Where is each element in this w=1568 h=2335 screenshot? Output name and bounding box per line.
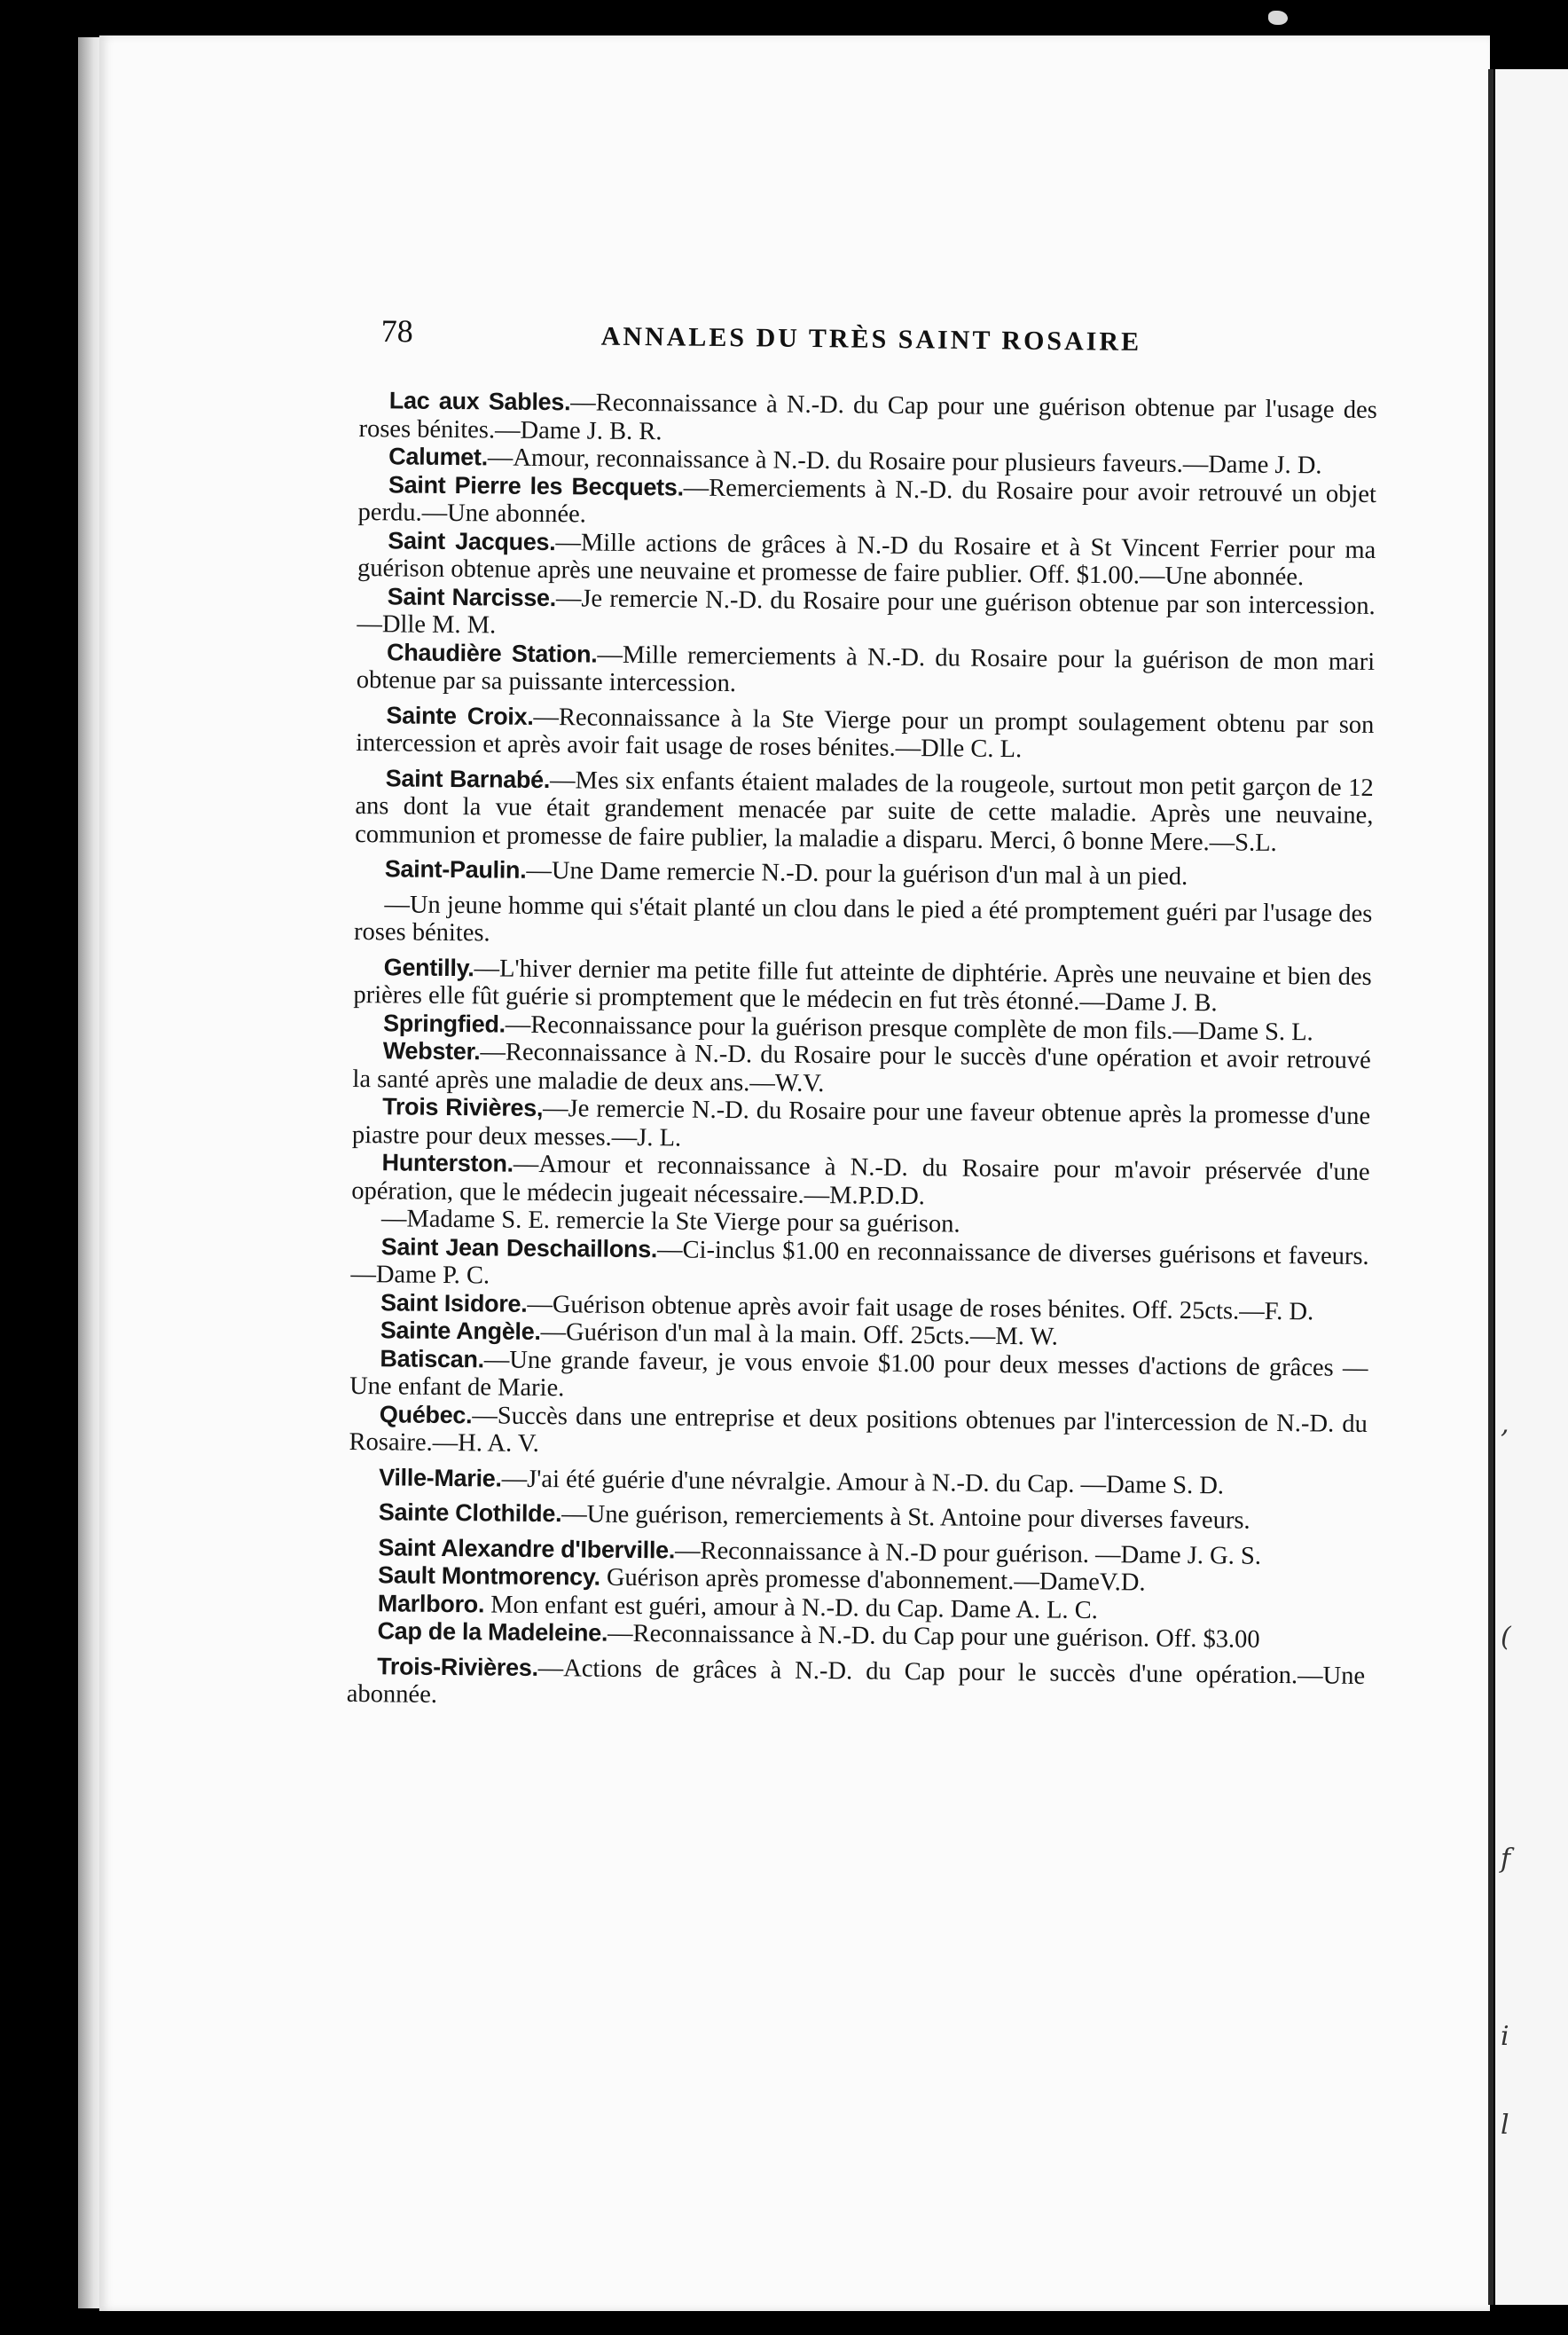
entry-place-name: Saint Pierre les Becquets. <box>388 470 684 501</box>
testimonial-entry <box>357 638 1376 704</box>
entry-place-name: Saint Isidore. <box>380 1288 528 1317</box>
entry-text: —Reconnaissance à N.-D. du Rosaire pour le succès d'une opération et avoir retrouvé la santé après une maladie de deux ans.—W.V. <box>352 1038 1371 1097</box>
entry-text: —Guérison obtenue après avoir fait usage de roses bénites. Off. 25cts.—F. D. <box>527 1290 1314 1325</box>
testimonial-entry <box>352 1093 1371 1159</box>
entry-place-name: Sainte Croix. <box>386 701 534 730</box>
entry-text: —Un jeune homme qui s'était planté un clou dans le pied a été promptement guéri par l'usage des roses bénites. <box>353 890 1373 947</box>
entry-place-name: Chaudière Station. <box>386 638 598 668</box>
entry-text: —Reconnaissance pour la guérison presque complète de mon fils.—Dame S. L. <box>505 1010 1313 1046</box>
entry-place-name: Lac aux Sables. <box>388 387 571 416</box>
entry-text: —Reconnaissance à N.-D. du Cap pour une guérison. Off. $3.00 <box>607 1619 1260 1654</box>
testimonial-entry <box>357 526 1376 592</box>
testimonial-entry <box>347 1652 1366 1718</box>
entry-place-name: Webster. <box>382 1037 481 1065</box>
entry-text: —Succès dans une entreprise et deux positions obtenues par l'intercession de N.-D. du Rosaire.—H. A. V. <box>349 1401 1368 1458</box>
entry-place-name: Saint Narcisse. <box>387 582 557 611</box>
testimonial-entry <box>354 890 1373 955</box>
entry-text: —Remerciements à N.-D. du Rosaire pour avoir retrouvé un objet perdu.—Une abonnée. <box>357 474 1377 529</box>
entry-place-name: Hunterston. <box>381 1149 514 1177</box>
dust-speck <box>1268 11 1288 25</box>
entry-text: —L'hiver dernier ma petite fille fut atteinte de diphtérie. Après une neuvaine et bien des prières elle fût guérie si promptement que le médecin en fut très étonné.—Dame J. B. <box>353 954 1372 1018</box>
testimonial-entry <box>350 1232 1369 1298</box>
entry-text: —J'ai été guérie d'une névralgie. Amour à N.-D. du Cap. —Dame S. D. <box>501 1465 1225 1499</box>
testimonial-entry <box>353 953 1372 1018</box>
testimonial-entry <box>358 387 1377 452</box>
entry-place-name: Cap de la Madeleine. <box>377 1617 608 1647</box>
testimonial-entry <box>357 582 1376 648</box>
testimonial-entry <box>349 1400 1368 1466</box>
entry-place-name: Sainte Angèle. <box>380 1317 541 1346</box>
adjacent-page-fragment: , <box>1501 1409 1509 1440</box>
entry-text: —Mille remerciements à N.-D. du Rosaire pour la guérison de mon mari obtenue par sa puissante intercession. <box>356 641 1376 698</box>
entry-text: —Une Dame remercie N.-D. pour la guérison d'un mal à un pied. <box>526 856 1188 891</box>
gutter-shadow <box>1488 69 1494 2305</box>
entry-place-name: Batiscan. <box>380 1344 484 1372</box>
entry-place-name: Calumet. <box>388 443 489 471</box>
testimonials-column <box>347 387 1377 1718</box>
entry-text: —Reconnaissance à N.-D pour guérison. —Dame J. G. S. <box>674 1536 1262 1570</box>
testimonial-entry <box>349 1463 1367 1501</box>
entry-place-name: Saint Jacques. <box>388 526 556 555</box>
entry-text: —Guérison d'un mal à la main. Off. 25cts.—M. W. <box>540 1318 1059 1351</box>
entry-text: —Amour et reconnaissance à N.-D. du Rosaire pour m'avoir préservée d'une opération, que le médecin jugeait nécessaire.—M.P.D.D. <box>351 1150 1370 1210</box>
entry-text: —Une guérison, remerciements à St. Antoine pour diverses faveurs. <box>561 1500 1250 1535</box>
entry-place-name: Sainte Clothilde. <box>378 1498 562 1528</box>
entry-place-name: Springfied. <box>382 1009 506 1038</box>
adjacent-page-edge <box>1495 69 1568 2305</box>
adjacent-page-fragment: l <box>1501 2110 1509 2141</box>
entry-text: —Ci-inclus $1.00 en reconnaissance de diverses guérisons et faveurs.—Dame P. C. <box>350 1235 1369 1290</box>
adjacent-page-fragment: i <box>1501 2021 1509 2052</box>
entry-text: —Mes six enfants étaient malades de la rougeole, surtout mon petit garçon de 12 ans dont la vue était grandement menacée par suite de cette maladie. Après une neuvaine, communion et promesse de faire publier, la maladie a disparu. Merci, ô bonne Mere.—S.L. <box>355 766 1374 857</box>
entry-place-name: Gentilly. <box>383 953 474 981</box>
testimonial-entry <box>356 701 1375 767</box>
testimonial-entry <box>355 855 1373 893</box>
testimonial-entry <box>351 1149 1370 1215</box>
testimonial-entry <box>357 470 1376 536</box>
entry-text: —Mille actions de grâces à N.-D du Rosaire et à St Vincent Ferrier pour ma guérison obtenue après une neuvaine et promesse de faire publier. Off. $1.00.—Une abonnée. <box>357 528 1376 592</box>
entry-text: —Je remercie N.-D. du Rosaire pour une faveur obtenue après la promesse d'une piastre pour deux messes.—J. L. <box>351 1095 1371 1152</box>
entry-text: —Amour, reconnaissance à N.-D. du Rosaire pour plusieurs faveurs.—Dame J. D. <box>487 444 1322 480</box>
testimonial-entry <box>355 764 1374 858</box>
testimonial-entry <box>352 1037 1371 1103</box>
running-head: ANNALES DU TRÈS SAINT ROSAIRE <box>600 321 1142 357</box>
entry-place-name: Saint Barnabé. <box>385 764 551 793</box>
entry-text: Mon enfant est guéri, amour à N.-D. du Cap. Dame A. L. C. <box>483 1590 1099 1624</box>
entry-place-name: Marlboro. <box>377 1589 485 1617</box>
entry-place-name: Trois Rivières, <box>382 1093 544 1122</box>
testimonial-entry <box>349 1498 1367 1537</box>
entry-place-name: Saint-Paulin. <box>384 855 527 884</box>
entry-place-name: Saint Jean Deschaillons. <box>380 1232 658 1262</box>
entry-text: —Reconnaissance à la Ste Vierge pour un prompt soulagement obtenu par son intercession et après avoir fait usage de roses bénites.—Dlle C. L. <box>355 703 1375 764</box>
adjacent-page-fragment: ( <box>1501 1622 1511 1653</box>
entry-text: —Madame S. E. remercie la Ste Vierge pour sa guérison. <box>380 1205 960 1238</box>
entry-text: —Actions de grâces à N.-D. du Cap pour le succès d'une opération.—Une abonnée. <box>346 1654 1366 1709</box>
entry-place-name: Ville-Marie. <box>379 1463 502 1492</box>
entry-text: —Une grande faveur, je vous envoie $1.00 pour deux messes d'actions de grâces —Une enfant de Marie. <box>349 1345 1368 1403</box>
entry-text: —Je remercie N.-D. du Rosaire pour une guérison obtenue par son intercession.—Dlle M. M. <box>357 584 1376 640</box>
entry-text: Guérison après promesse d'abonnement.—DameV.D. <box>600 1563 1146 1597</box>
adjacent-page-fragment: f <box>1501 1844 1511 1875</box>
entry-text: —Reconnaissance à N.-D. du Cap pour une guérison obtenue par l'usage des roses bénites.—Dame J. B. R. <box>358 389 1377 445</box>
entry-place-name: Saint Alexandre d'Iberville. <box>378 1533 676 1563</box>
entry-place-name: Sault Montmorency. <box>378 1561 600 1591</box>
page-number: 78 <box>380 312 413 350</box>
page-header <box>380 312 1179 365</box>
entry-place-name: Québec. <box>379 1400 473 1428</box>
entry-place-name: Trois-Rivières. <box>377 1652 538 1681</box>
testimonial-entry <box>349 1344 1368 1410</box>
